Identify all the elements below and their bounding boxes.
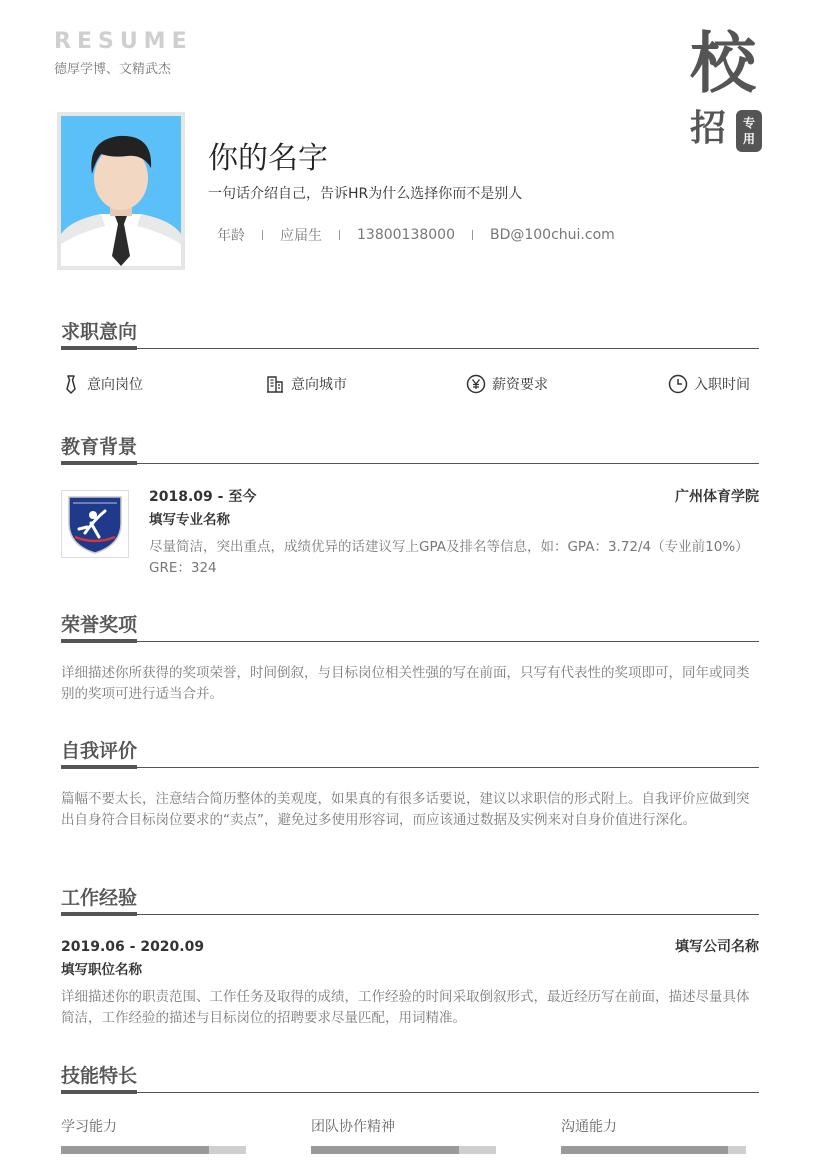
major-name: 填写专业名称 [149, 512, 230, 528]
yen-icon [466, 374, 486, 394]
contact-email: BD@100chui.com [489, 227, 615, 243]
brand-header [54, 30, 193, 77]
school-logo [61, 490, 129, 558]
skill-label: 学习能力 [61, 1119, 117, 1135]
skill-label: 沟通能力 [561, 1119, 617, 1135]
section-header [61, 1064, 759, 1093]
building-icon [265, 374, 285, 394]
intent-salary [466, 374, 548, 394]
section-self-evaluation [61, 739, 759, 831]
resume-wordmark: RESUME [54, 29, 193, 54]
school-name: 广州体育学院 [675, 489, 759, 505]
skill-bar-fill [61, 1146, 209, 1154]
education-date: 2018.09 - 至今 [149, 489, 257, 505]
work-desc: 详细描述你的职责范围、工作任务及取得的成绩，工作经验的时间采取倒叙形式，最近经历写在前面，描述尽量具体简洁，工作经验的描述与目标岗位的招聘要求尽量匹配，用词精准。 [61, 989, 750, 1026]
intent-position [61, 374, 143, 394]
school-emblem-icon [65, 493, 125, 555]
section-title: 荣誉奖项 [61, 613, 137, 643]
section-header [61, 320, 759, 349]
intent-city-label: 意向城市 [291, 377, 347, 393]
section-title: 工作经验 [61, 886, 137, 916]
campus-recruit-stamp [690, 24, 770, 154]
honors-desc: 详细描述你所获得的奖项荣誉，时间倒叙，与目标岗位相关性强的写在前面，只写有代表性的奖项即可，同年或同类别的奖项可进行适当合并。 [61, 665, 750, 702]
stamp-tag-line2: 用 [742, 132, 755, 146]
contact-phone: 13800138000 [357, 227, 455, 243]
separator [339, 230, 340, 240]
intent-row [61, 374, 759, 398]
skill-bar [311, 1146, 496, 1154]
contact-age: 年龄 [217, 228, 245, 244]
section-intent [61, 320, 759, 349]
skill-bar-fill [311, 1146, 459, 1154]
avatar-illustration [61, 116, 181, 266]
section-header [61, 435, 759, 464]
separator [262, 230, 263, 240]
section-education [61, 435, 759, 464]
section-honors [61, 613, 759, 705]
clock-icon [668, 374, 688, 394]
skill-bar [61, 1146, 246, 1154]
tie-icon [61, 374, 81, 394]
contact-status: 应届生 [280, 228, 322, 244]
skill-item [561, 1116, 746, 1136]
stamp-small-char: 招 [690, 107, 727, 149]
company-name: 填写公司名称 [675, 939, 759, 955]
skill-bar-fill [561, 1146, 728, 1154]
intent-position-label: 意向岗位 [87, 377, 143, 393]
candidate-intro: 一句话介绍自己，告诉HR为什么选择你而不是别人 [208, 186, 523, 202]
stamp-tag-line1: 专 [742, 116, 755, 130]
profile-photo [57, 112, 185, 270]
stamp-big-char: 校 [690, 24, 756, 102]
intent-salary-label: 薪资要求 [492, 377, 548, 393]
education-desc: 尽量简洁，突出重点，成绩优异的话建议写上GPA及排名等信息，如：GPA：3.72/4（专业前10%）GRE：324 [149, 539, 749, 576]
section-skills [61, 1064, 759, 1093]
education-entry [149, 486, 759, 579]
section-work [61, 886, 759, 1029]
candidate-name: 你的名字 [208, 141, 328, 176]
skill-item [311, 1116, 496, 1136]
section-title: 自我评价 [61, 739, 137, 769]
section-title: 求职意向 [61, 320, 137, 350]
self-evaluation-desc: 篇幅不要太长，注意结合简历整体的美观度，如果真的有很多话要说，建议以求职信的形式附上。自我评价应做到突出自身符合目标岗位要求的“卖点”，避免过多使用形容词，而应该通过数据及实例来对自身价值进行深化。 [61, 791, 750, 828]
contact-info [217, 225, 615, 245]
section-header [61, 886, 759, 915]
stamp-tag [736, 110, 762, 152]
intent-city [265, 374, 347, 394]
skill-bar [561, 1146, 746, 1154]
separator [472, 230, 473, 240]
section-header [61, 739, 759, 768]
section-header [61, 613, 759, 642]
intent-start [668, 374, 750, 394]
skill-label: 团队协作精神 [311, 1119, 395, 1135]
section-title: 技能特长 [61, 1064, 137, 1094]
intent-start-label: 入职时间 [694, 377, 750, 393]
motto: 德厚学博、文精武杰 [54, 62, 172, 77]
section-title: 教育背景 [61, 435, 137, 465]
position-name: 填写职位名称 [61, 962, 142, 978]
skill-item [61, 1116, 246, 1136]
work-date: 2019.06 - 2020.09 [61, 939, 205, 955]
